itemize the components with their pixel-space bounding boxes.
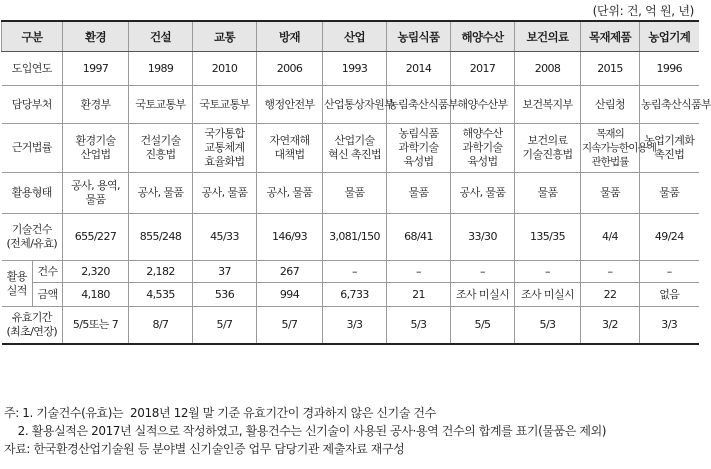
header-cell: 목재제품: [581, 21, 640, 52]
table-cell: 농림축산식품부: [640, 86, 699, 124]
table-cell: 4/4: [581, 214, 640, 261]
table-row-dept: [2, 86, 699, 124]
table-cell: –: [451, 261, 515, 283]
table-cell: –: [515, 261, 581, 283]
row-label: 유효기간 (최초/연장): [2, 307, 63, 345]
table-cell: –: [387, 261, 451, 283]
table-cell: 135/35: [515, 214, 581, 261]
table-cell: 국토교통부: [193, 86, 257, 124]
table-cell: 3/3: [323, 307, 387, 345]
table-cell: 조사 미실시: [515, 283, 581, 307]
table-cell: 물품: [515, 173, 581, 214]
table-cell: 267: [257, 261, 323, 283]
new-technology-table: [1, 20, 711, 345]
table-row-law: [2, 124, 699, 173]
table-cell: 농림식품 과학기술 육성법: [387, 124, 451, 173]
table-cell: 5/5또는 7: [63, 307, 129, 345]
table-cell: –: [323, 261, 387, 283]
table-cell: 5/3: [515, 307, 581, 345]
row-sublabel: 금액: [33, 283, 63, 307]
table-cell: 4,535: [129, 283, 193, 307]
table-cell: 조사 미실시: [451, 283, 515, 307]
table-cell: 2008: [515, 52, 581, 86]
table-cell: 5/7: [257, 307, 323, 345]
row-label: 근거법률: [2, 124, 63, 173]
row-label: 활용형태: [2, 173, 63, 214]
table-cell: 49/24: [640, 214, 699, 261]
table-cell: 994: [257, 283, 323, 307]
table-cell: 농업기계화 촉진법: [640, 124, 699, 173]
table-cell: 공사, 물품: [129, 173, 193, 214]
table-cell: 행정안전부: [257, 86, 323, 124]
table-cell: 공사, 물품: [257, 173, 323, 214]
table-cell: 공사, 용역, 물품: [63, 173, 129, 214]
footnotes: [4, 404, 606, 458]
table-cell: 21: [387, 283, 451, 307]
table-cell: 산업통상자원부: [323, 86, 387, 124]
source-note: 자료: 한국환경산업기술원 등 분야별 신기술인증 업무 담당기관 제출자료 재구성: [4, 442, 405, 456]
table-cell: 1996: [640, 52, 699, 86]
table-cell: 2017: [451, 52, 515, 86]
table-cell: 해양수산 과학기술 육성법: [451, 124, 515, 173]
table-cell: 4,180: [63, 283, 129, 307]
table-cell: 1997: [63, 52, 129, 86]
table-row-use-amount: [2, 283, 699, 307]
table-cell: 환경부: [63, 86, 129, 124]
table-cell: 5/7: [193, 307, 257, 345]
row-label: 담당부처: [2, 86, 63, 124]
table-cell: 2006: [257, 52, 323, 86]
unit-label: (단위: 건, 억 원, 년): [592, 4, 694, 18]
table-cell: 5/5: [451, 307, 515, 345]
table-cell: 5/3: [387, 307, 451, 345]
table-cell: 855/248: [129, 214, 193, 261]
table-cell: 보건의료 기술진흥법: [515, 124, 581, 173]
table-cell: 2015: [581, 52, 640, 86]
table-cell: 물품: [640, 173, 699, 214]
table-cell: 2014: [387, 52, 451, 86]
table-cell: 국가통합 교통체계 효율화법: [193, 124, 257, 173]
table-cell: 536: [193, 283, 257, 307]
row-sublabel: 건수: [33, 261, 63, 283]
footnote-1: 주: 1. 기술건수(유효)는 2018년 12월 말 기준 유효기간이 경과하지 않은 신기술 건수: [4, 406, 436, 420]
row-label: 기술건수 (전체/유효): [2, 214, 63, 261]
table-cell: 공사, 물품: [193, 173, 257, 214]
table-row-year: [2, 52, 699, 86]
table-cell: 산림청: [581, 86, 640, 124]
table-cell: 산업기술 혁신 촉진법: [323, 124, 387, 173]
header-row: [2, 21, 699, 52]
table-cell: 2,182: [129, 261, 193, 283]
table-cell: 3,081/150: [323, 214, 387, 261]
table-cell: 자연재해 대책법: [257, 124, 323, 173]
header-cell: 해양수산: [451, 21, 515, 52]
table-cell: 6,733: [323, 283, 387, 307]
header-cell: 건설: [129, 21, 193, 52]
table-cell: 45/33: [193, 214, 257, 261]
table-cell: 33/30: [451, 214, 515, 261]
table-cell: 물품: [581, 173, 640, 214]
table-row-count: [2, 214, 699, 261]
table-cell: 물품: [387, 173, 451, 214]
table-cell: 없음: [640, 283, 699, 307]
table-cell: 655/227: [63, 214, 129, 261]
table-cell: 목재의 지속가능한이용에 관한법률: [581, 124, 640, 173]
table-cell: 해양수산부: [451, 86, 515, 124]
header-cell: 산업: [323, 21, 387, 52]
table-cell: 3/3: [640, 307, 699, 345]
header-cell: 방재: [257, 21, 323, 52]
row-label: 도입연도: [2, 52, 63, 86]
table-row-use-count: [2, 261, 699, 283]
table-cell: 1993: [323, 52, 387, 86]
table-cell: –: [640, 261, 699, 283]
table-cell: 22: [581, 283, 640, 307]
table-cell: 3/2: [581, 307, 640, 345]
table-cell: 8/7: [129, 307, 193, 345]
footnote-2: 2. 활용실적은 2017년 실적으로 작성하였고, 활용건수는 신기술이 사용된 공사·용역 건수의 합계를 표기(물품은 제외): [4, 424, 607, 438]
header-cell: 환경: [63, 21, 129, 52]
table-cell: 2010: [193, 52, 257, 86]
header-cell-category: 구분: [2, 21, 63, 52]
header-cell: 교통: [193, 21, 257, 52]
header-cell: 농업기계: [640, 21, 699, 52]
table-cell: 37: [193, 261, 257, 283]
table-cell: –: [581, 261, 640, 283]
table-cell: 국토교통부: [129, 86, 193, 124]
table-cell: 68/41: [387, 214, 451, 261]
header-cell: 농림식품: [387, 21, 451, 52]
table-cell: 1989: [129, 52, 193, 86]
table-cell: 환경기술 산업법: [63, 124, 129, 173]
table-row-valid: [2, 307, 699, 345]
table-cell: 보건복지부: [515, 86, 581, 124]
header-cell: 보건의료: [515, 21, 581, 52]
table-cell: 2,320: [63, 261, 129, 283]
table-cell: 공사, 물품: [451, 173, 515, 214]
row-label: 활용 실적: [2, 261, 33, 307]
table-cell: 146/93: [257, 214, 323, 261]
table-cell: 물품: [323, 173, 387, 214]
table-cell: 건설기술 진흥법: [129, 124, 193, 173]
table-row-type: [2, 173, 699, 214]
table-cell: 농림축산식품부: [387, 86, 451, 124]
